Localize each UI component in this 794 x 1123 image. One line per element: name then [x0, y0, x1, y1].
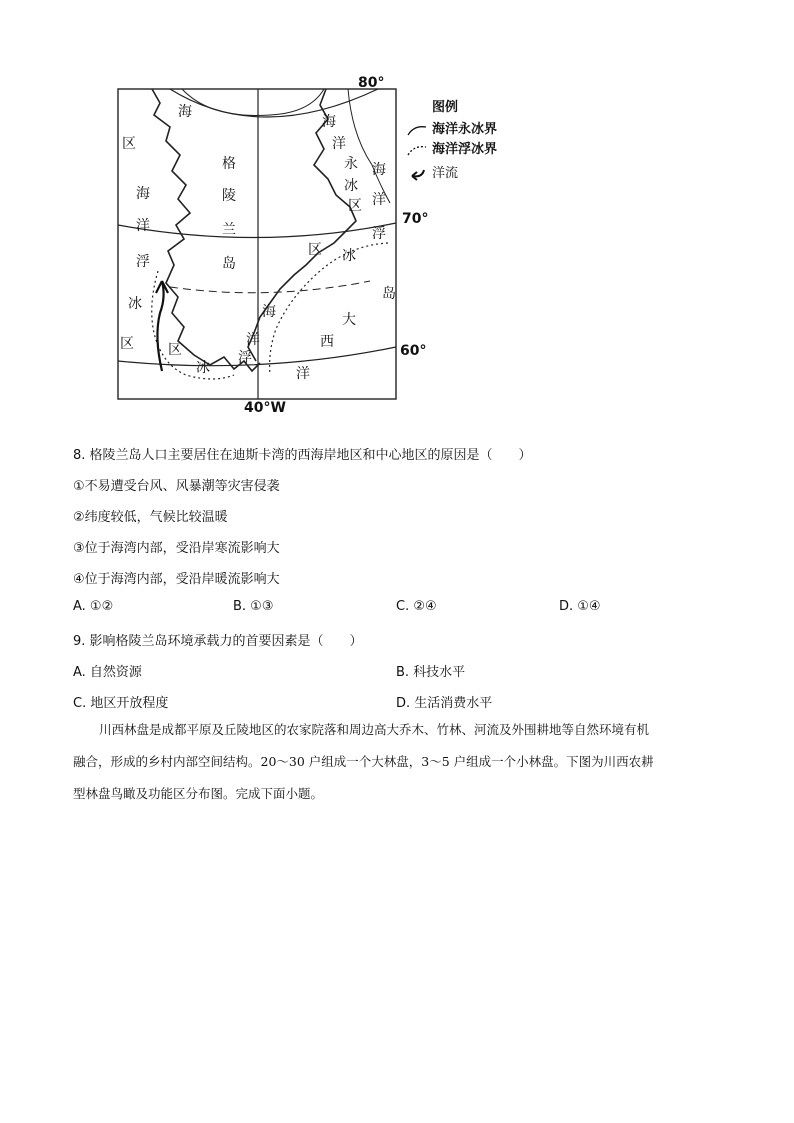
- east-coastline: [248, 89, 356, 361]
- atlantic-char-1: 大: [342, 312, 356, 328]
- west-sea-char-2: 洋: [136, 218, 150, 234]
- q9-option-c[interactable]: C. 地区开放程度: [73, 696, 169, 711]
- island-char-3: 兰: [222, 222, 236, 238]
- q8-option-d[interactable]: D. ①④: [559, 599, 601, 614]
- east-float-char-2: 冰: [342, 248, 356, 264]
- float-ice-line-east: [270, 243, 388, 375]
- solid-line-icon: [406, 123, 428, 137]
- se-sea-char-3: 浮: [238, 350, 252, 366]
- east-float-char-3: 区: [308, 242, 322, 258]
- atlantic-char-3: 洋: [296, 366, 310, 382]
- island-char-2: 陵: [222, 188, 236, 204]
- lat60-label: 60°: [400, 343, 427, 359]
- east-sea2-char-1: 海: [372, 162, 386, 178]
- lon40w-label: 40°W: [244, 400, 286, 416]
- passage-line-2: 融合，形成的乡村内部空间结构。20～30 户组成一个大林盘，3～5 户组成一个小林盘。下图为川西农耕: [73, 754, 654, 769]
- q9-option-a[interactable]: A. 自然资源: [73, 665, 142, 680]
- lat70-label: 70°: [402, 211, 429, 227]
- sw-zone-label: 区: [168, 342, 182, 358]
- passage: [73, 714, 723, 810]
- perm-ice-line-north: [182, 89, 324, 115]
- perm-ice-char-3: 区: [348, 198, 362, 214]
- perm-ice-char-2: 冰: [344, 178, 358, 194]
- legend-current: [406, 162, 458, 182]
- top-sea-label: 海: [178, 104, 192, 120]
- q8-option-b[interactable]: B. ①③: [233, 599, 274, 614]
- map-graphic: [110, 75, 430, 415]
- legend-perm-label: 海洋永冰界: [432, 122, 498, 137]
- legend-title: 图例: [432, 100, 459, 115]
- se-sea-char-1: 海: [262, 304, 276, 320]
- atlantic-char-2: 西: [320, 334, 334, 350]
- current-arrow: [157, 281, 163, 371]
- legend-current-label: 洋流: [432, 166, 459, 181]
- dotted-line-icon: [406, 143, 428, 157]
- q8-option-a[interactable]: A. ①②: [73, 599, 114, 614]
- legend-perm-ice: [406, 118, 497, 137]
- island-char-1: 格: [222, 156, 236, 172]
- q8-item-1: ①不易遭受台风、风暴潮等灾害侵袭: [73, 479, 280, 494]
- top-zone-label: 区: [122, 136, 136, 152]
- q8-item-4: ④位于海湾内部，受沿岸暖流影响大: [73, 572, 280, 587]
- west-float-char-1: 浮: [136, 254, 150, 270]
- q8-item-2: ②纬度较低，气候比较温暖: [73, 510, 228, 525]
- perm-ice-char-1: 永: [344, 156, 358, 172]
- greenland-map: [110, 75, 430, 415]
- q8-stem: 8. 格陵兰岛人口主要居住在迪斯卡湾的西海岸地区和中心地区的原因是（ ）: [73, 448, 532, 463]
- west-sea-char-1: 海: [136, 186, 150, 202]
- passage-line-3: 型林盘鸟瞰及功能区分布图。完成下面小题。: [73, 786, 324, 801]
- q9-option-d[interactable]: D. 生活消费水平: [396, 696, 493, 711]
- legend-float-ice: [406, 138, 497, 157]
- west-coastline: [152, 89, 260, 371]
- east-sea-char-2: 洋: [332, 136, 346, 152]
- q9-option-b[interactable]: B. 科技水平: [396, 665, 466, 680]
- west-float-char-3: 区: [120, 336, 134, 352]
- se-sea-char-4: 冰: [196, 360, 210, 376]
- dashed-line: [170, 281, 370, 293]
- current-arrow-icon: [406, 166, 428, 182]
- west-float-char-2: 冰: [128, 296, 142, 312]
- q8-item-3: ③位于海湾内部，受沿岸寒流影响大: [73, 541, 280, 556]
- small-island-label: 岛: [382, 286, 396, 302]
- latitude-70: [118, 223, 396, 238]
- island-char-4: 岛: [222, 256, 236, 272]
- east-float-char-1: 浮: [372, 226, 386, 242]
- legend-float-label: 海洋浮冰界: [432, 142, 498, 157]
- se-sea-char-2: 洋: [246, 332, 260, 348]
- passage-line-1: 川西林盘是成都平原及丘陵地区的农家院落和周边高大乔木、竹林、河流及外围耕地等自然环境有机: [99, 722, 650, 737]
- latitude-80: [170, 89, 378, 120]
- map-frame: [118, 89, 396, 399]
- east-sea2-char-2: 洋: [372, 192, 386, 208]
- q8-option-c[interactable]: C. ②④: [396, 599, 437, 614]
- lat80-label: 80°: [358, 75, 385, 91]
- q9-stem: 9. 影响格陵兰岛环境承载力的首要因素是（ ）: [73, 634, 363, 649]
- east-sea-char-1: 海: [322, 114, 336, 130]
